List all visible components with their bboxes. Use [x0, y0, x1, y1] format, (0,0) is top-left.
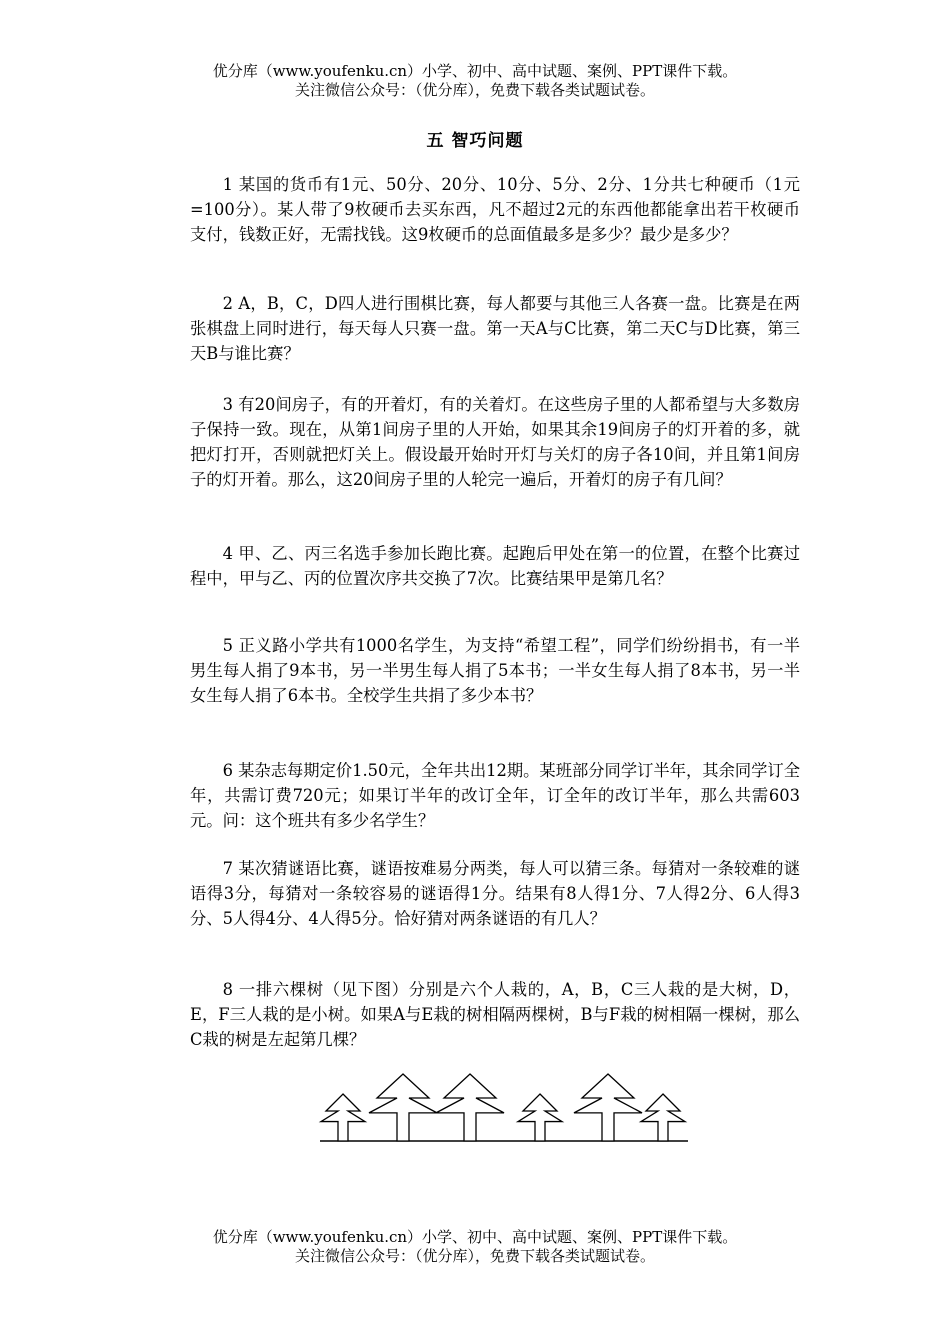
footer-line-1: 优分库（www.youfenku.cn）小学、初中、高中试题、案例、PPT课件下载。 — [212, 1228, 738, 1246]
question-3: 3 有20间房子，有的开着灯，有的关着灯。在这些房子里的人都希望与大多数房子保持一致。现在，从第1间房子里的人开始，如果其余19间房子的灯开着的多，就把灯打开，否则就把灯关上。假设最开始时开灯与关灯的房子各10间，并且第1间房子的灯开着。那么，这20间房子里的人轮完一遍后，开着灯的房子有几间？ — [190, 395, 800, 489]
small-tree-1 — [321, 1094, 365, 1141]
big-tree-3 — [436, 1074, 504, 1141]
question-8: 8 一排六棵树（见下图）分别是六个人栽的，A，B，C三人栽的是大树，D，E，F三人栽的是小树。如果A与E栽的树相隔两棵树，B与F栽的树相隔一棵树，那么C栽的树是左起第几棵？ — [190, 980, 800, 1049]
tree-figure — [318, 1068, 690, 1148]
question-7: 7 某次猜谜语比赛，谜语按难易分两类，每人可以猜三条。每猜对一条较难的谜语得3分，每猜对一条较容易的谜语得1分。结果有8人得1分、7人得2分、6人得3分、5人得4分、4人得5分。恰好猜对两条谜语的有几人？ — [190, 859, 800, 928]
header-line-1: 优分库（www.youfenku.cn）小学、初中、高中试题、案例、PPT课件下载。 — [212, 62, 738, 80]
small-tree-6 — [641, 1094, 685, 1141]
question-6: 6 某杂志每期定价1.50元，全年共出12期。某班部分同学订半年，其余同学订全年，共需订费720元；如果订半年的改订全年，订全年的改订半年，那么共需603元。问：这个班共有多少名学生？ — [190, 761, 800, 830]
big-tree-2 — [369, 1074, 437, 1141]
page-header — [0, 62, 950, 100]
footer-line-2: 关注微信公众号：（优分库），免费下载各类试题试卷。 — [294, 1247, 655, 1265]
question-4: 4 甲、乙、丙三名选手参加长跑比赛。起跑后甲处在第一的位置，在整个比赛过程中，甲与乙、丙的位置次序共交换了7次。比赛结果甲是第几名？ — [190, 544, 800, 588]
header-line-2: 关注微信公众号：（优分库），免费下载各类试题试卷。 — [294, 81, 655, 99]
question-1: 1 某国的货币有1元、50分、20分、10分、5分、2分、1分共七种硬币（1元=100分）。某人带了9枚硬币去买东西，凡不超过2元的东西他都能拿出若干枚硬币支付，钱数正好，无需找钱。这9枚硬币的总面值最多是多少？最少是多少？ — [190, 175, 800, 244]
question-2: 2 A，B，C，D四人进行围棋比赛，每人都要与其他三人各赛一盘。比赛是在两张棋盘上同时进行，每天每人只赛一盘。第一天A与C比赛，第二天C与D比赛，第三天B与谁比赛？ — [190, 294, 800, 363]
question-5: 5 正义路小学共有1000名学生，为支持“希望工程”，同学们纷纷捐书，有一半男生每人捐了9本书，另一半男生每人捐了5本书；一半女生每人捐了8本书，另一半女生每人捐了6本书。全校学生共捐了多少本书？ — [190, 636, 800, 705]
page-footer — [0, 1228, 950, 1266]
small-tree-4 — [518, 1094, 562, 1141]
big-tree-5 — [574, 1074, 642, 1141]
section-title: 五 智巧问题 — [426, 131, 524, 151]
